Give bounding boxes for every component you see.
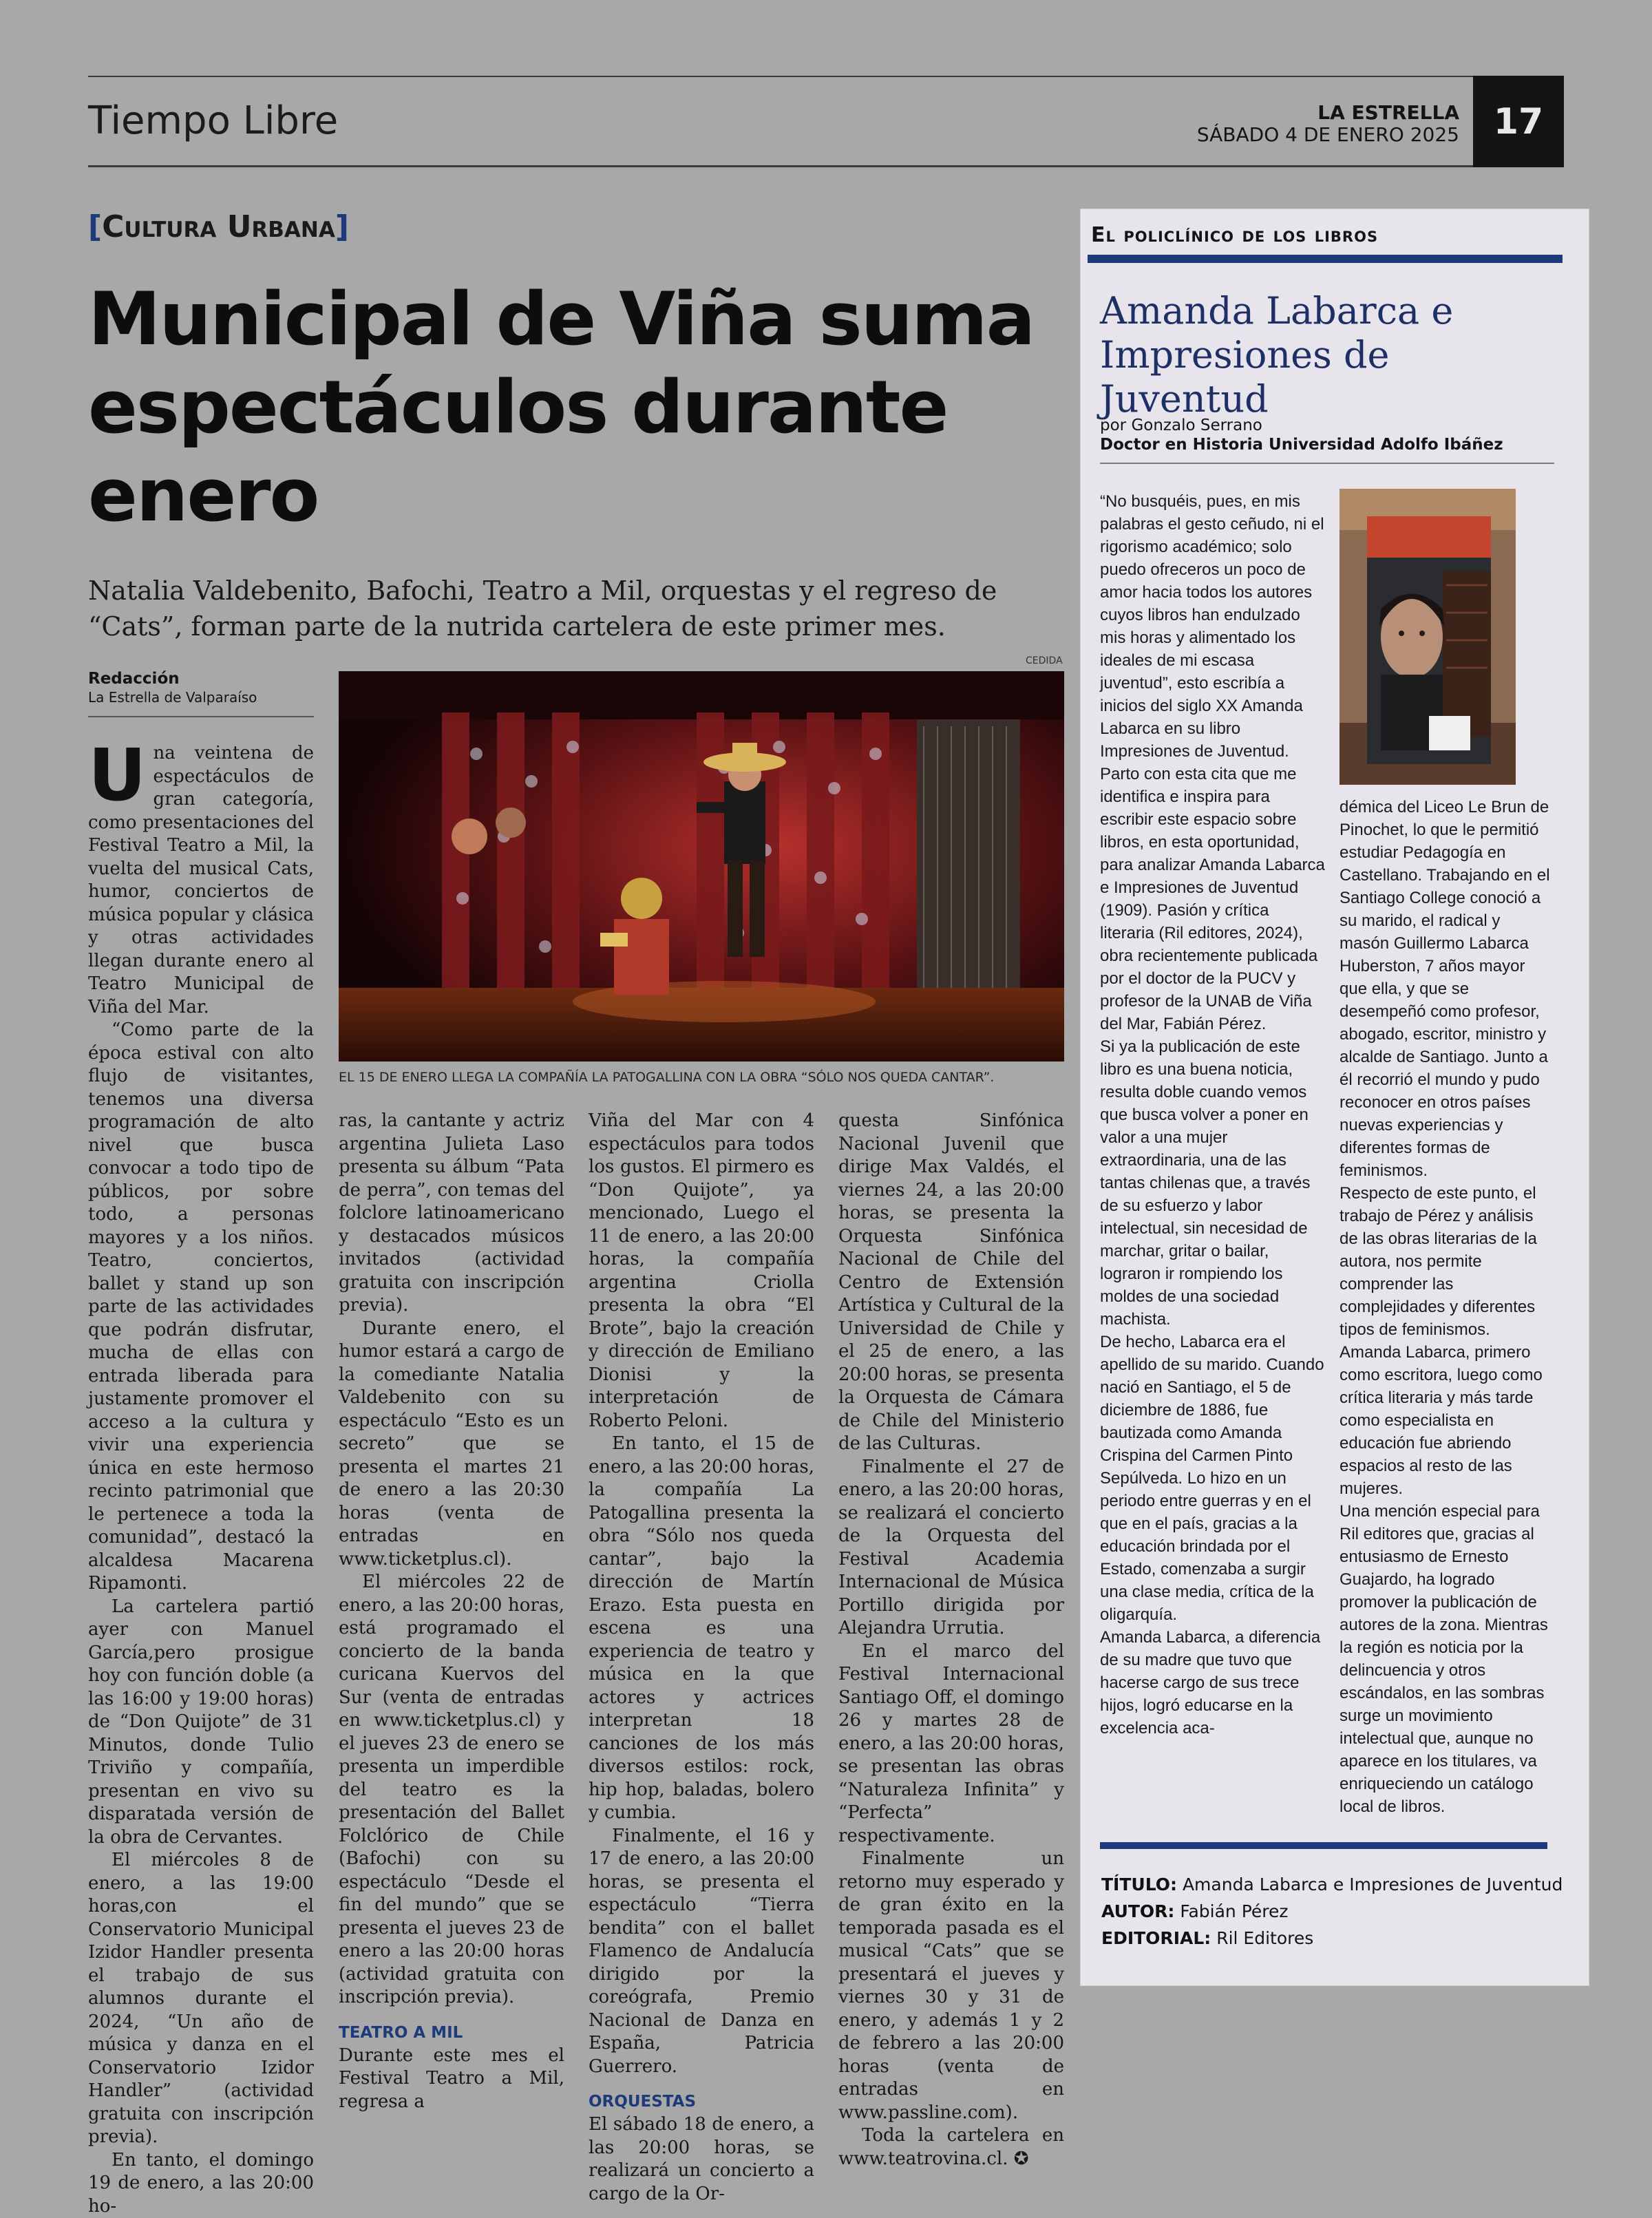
sidebar-paragraph: démica del Liceo Le Brun de Pinochet, lo que le permitió estudiar Pedagogía en Castellano. Trabajando en el Santiago College conoció a su marido, el radical y masón Guillermo Labarca Huberston, 7 años mayor que ella, y que se desempeñó como profesor, abogado, escritor, ministro y alcalde de Santiago. Junto a él recorrió el mundo y pudo reconocer en otros países nuevas experiencias y diferentes formas de feminismos.: [1339, 796, 1553, 1182]
article-kicker: [88, 207, 349, 248]
sidebar-section-label: El policlínico de los libros: [1091, 219, 1378, 252]
sidebar-paragraph: Amanda Labarca, a diferencia de su madre que tuvo que hacerse cargo de sus trece hijos, logró educarse en la excelencia aca-: [1100, 1626, 1327, 1740]
byline: [88, 669, 314, 706]
article-column-4: [838, 1110, 1064, 2171]
book-info-box: [1101, 1871, 1563, 1952]
sidebar-bottom-bar: [1100, 1842, 1547, 1849]
sidebar-paragraph: Una mención especial para Ril editores que, gracias al entusiasmo de Ernesto Guajardo, ha logrado promover la publicación de autores de la zona. Mientras la región es noticia por la delincuencia y otros escándalos, en las sombras surge un movimiento intelectual que, aunque no aparece en los titulares, va enriqueciendo un catálogo local de libros.: [1339, 1500, 1553, 1818]
sidebar-author: [1100, 416, 1540, 454]
subsection-heading-teatro: TEATRO A MIL: [339, 2022, 564, 2045]
photo-credit: CEDIDA: [1026, 655, 1063, 666]
article-paragraph: “Como parte de la época estival con alto flujo de visitantes, tenemos una diversa programación de alto nivel que busca convocar a todo tipo de públicos, por sobre todo, a personas mayores y a los niños. Teatro, conciertos, ballet y stand up son parte de las actividades que podrán disfrutar, mucha de ellas con entrada liberada para justamente promover el acceso a la cultura y vivir una experiencia única en este hermoso recinto patrimonial que le pertenece a toda la comunidad”, destacó la alcaldesa Macarena Ripamonti.: [88, 1019, 314, 1596]
paper-masthead: [1197, 102, 1459, 146]
byline-rule: [88, 716, 314, 717]
article-paragraph: La cartelera partió ayer con Manuel García,pero prosigue hoy con función doble (a las 16:00 y 19:00 horas) de “Don Quijote” de 31 Minutos, donde Tulio Triviño y compañía, presentan en vivo su disparatada versión de la obra de Cervantes.: [88, 1596, 314, 1850]
sidebar-column-1: [1100, 490, 1327, 1740]
article-paragraph: ras, la cantante y actriz argentina Julieta Laso presenta su álbum “Pata de perra”, con temas del folclore latinoamericano y destacados músicos invitados (actividad gratuita con inscripción previa).: [339, 1110, 564, 1318]
issue-date: SÁBADO 4 DE ENERO 2025: [1197, 124, 1459, 146]
article-paragraph: El miércoles 8 de enero, a las 19:00 horas,con el Conservatorio Municipal Izidor Handler presenta el trabajo de sus alumnos durante el 2024, “Un año de música y danza en el Conservatorio Izidor Handler” (actividad gratuita con inscripción previa).: [88, 1849, 314, 2149]
sidebar-paragraph: Si ya la publicación de este libro es una buena noticia, resulta doble cuando vemos que busca volver a poner en valor a una mujer extraordinaria, una de las tantas chilenas que, a través de su esfuerzo y labor intelectual, sin necesidad de marchar, gritar o bailar, lograron ir rompiendo los moldes de una sociedad machista.: [1100, 1035, 1327, 1331]
header-bottom-rule: [88, 165, 1473, 167]
header-top-rule: [88, 76, 1564, 77]
book-info-title-value: Amanda Labarca e Impresiones de Juventud: [1183, 1874, 1563, 1894]
article-paragraph: Finalmente el 27 de enero, a las 20:00 horas, se realizará el concierto de la Orquesta del Festival Academia Internacional de Música Portillo dirigida por Alejandra Urrutia.: [838, 1456, 1064, 1640]
kicker-bracket-close: ]: [335, 209, 349, 244]
article-column-3: [589, 1110, 814, 2206]
article-paragraph: Durante enero, el humor estará a cargo de la comediante Natalia Valdebenito con su espectáculo “Esto es un secreto” que se presenta el martes 21 de enero a las 20:30 horas (venta de entradas en www.ticketplus.cl).: [339, 1318, 564, 1572]
book-info-title-key: TÍTULO:: [1101, 1874, 1177, 1894]
sidebar-paragraph: Respecto de este punto, el trabajo de Pérez y análisis de las obras literarias de la autora, nos permite comprender las complejidades y diferentes tipos de feminismos. Amanda Labarca, primero como escritora, luego como crítica literaria y más tarde como especialista en educación fue abriendo espacios al resto de las mujeres.: [1339, 1182, 1553, 1500]
article-column-2: [339, 1110, 564, 2113]
sidebar-top-bar: [1088, 255, 1563, 263]
article-paragraph: Finalmente un retorno muy esperado y de gran éxito en la temporada pasada es el musical “Cats” que se presentará el jueves y viernes 30 y 31 de enero, y además 1 y 2 de febrero a las 20:00 horas (venta de entradas en www.passline.com).: [838, 1848, 1064, 2124]
sidebar-paragraph: Parto con esta cita que me identifica e inspira para escribir este espacio sobre libros, en esta oportunidad, para analizar Amanda Labarca e Impresiones de Juventud (1909). Pasión y crítica literaria (Ril editores, 2024), obra recientemente publicada por el doctor de la PUCV y profesor de la UNAB de Viña del Mar, Fabián Pérez.: [1100, 763, 1327, 1035]
article-paragraph: El miércoles 22 de enero, a las 20:00 horas, está programado el concierto de la banda curicana Kuervos del Sur (venta de entradas en www.ticketplus.cl) y el jueves 23 de enero se presenta un imperdible del teatro es la presentación del Ballet Folclórico de Chile (Bafochi) con su espectáculo “Desde el fin del mundo” que se presenta el jueves 23 de enero a las 20:00 horas (actividad gratuita con inscripción previa).: [339, 1571, 564, 2009]
sidebar-author-credentials: Doctor en Historia Universidad Adolfo Ibáñez: [1100, 435, 1540, 454]
stage-photo: [339, 671, 1064, 1062]
sidebar-paragraph: “No busquéis, pues, en mis palabras el gesto ceñudo, ni el rigorismo académico; solo puedo ofreceros un poco de amor hacia todos los autores cuyos libros han endulzado mis horas y alimentado los ideales de mi escasa juventud”, esto escribía a inicios del siglo XX Amanda Labarca en su libro Impresiones de Juventud.: [1100, 490, 1327, 763]
book-cover-image: [1339, 489, 1516, 785]
book-info-author-value: Fabián Pérez: [1180, 1901, 1288, 1921]
article-headline: Municipal de Viña suma espectáculos durante enero: [88, 275, 1086, 540]
sidebar-column-2: [1339, 796, 1553, 1818]
article-paragraph: questa Sinfónica Nacional Juvenil que dirige Max Valdés, el viernes 24, a las 20:00 horas, se presenta la Orquesta Sinfónica Nacional de Chile del Centro de Extensión Artística y Cultural de la Universidad de Chile y el 25 de enero, a las 20:00 horas, se presenta la Orquesta de Cámara de Chile del Ministerio de las Culturas.: [838, 1110, 1064, 1456]
article-paragraph: El sábado 18 de enero, a las 20:00 horas, se realizará un concierto a cargo de la Or-: [589, 2113, 814, 2206]
section-name: Tiempo Libre: [88, 96, 338, 146]
kicker-bracket-open: [: [88, 209, 102, 244]
book-info-publisher-value: Ril Editores: [1216, 1928, 1313, 1948]
stage-photo-image: [339, 671, 1064, 1062]
article-paragraph: Viña del Mar con 4 espectáculos para todos los gustos. El pirmero es “Don Quijote”, ya mencionado, Luego el 11 de enero, a las 20:00 horas, la compañía argentina Criolla presenta la obra “El Brote”, bajo la creación y dirección de Emiliano Dionisi y la interpretación de Roberto Peloni.: [589, 1110, 814, 1433]
kicker-text: Cultura Urbana: [102, 209, 335, 244]
article-subhead: Natalia Valdebenito, Bafochi, Teatro a Mil, orquestas y el regreso de “Cats”, forman parte de la nutrida cartelera de este primer mes.: [88, 573, 1086, 644]
article-paragraph: Durante este mes el Festival Teatro a Mil, regresa a: [339, 2045, 564, 2114]
page-number: 17: [1473, 76, 1564, 167]
article-paragraph: na veintena de espectáculos de gran categoría, como presentaciones del Festival Teatro a Mil, la vuelta del musical Cats, humor, conciertos de música popular y clásica y otras actividades llegan durante enero al Teatro Municipal de Viña del Mar.: [88, 742, 314, 1019]
book-info-author-key: AUTOR:: [1101, 1901, 1174, 1921]
sidebar-paragraph: De hecho, Labarca era el apellido de su marido. Cuando nació en Santiago, el 5 de diciembre de 1886, fue bautizada como Amanda Crispina del Carmen Pinto Sepúlveda. Lo hizo en un periodo entre guerras y en el que en el país, gracias a la educación brindada por el Estado, comenzaba a surgir una clase media, crítica de la oligarquía.: [1100, 1331, 1327, 1626]
book-info-publisher-key: EDITORIAL:: [1101, 1928, 1211, 1948]
sidebar-title: Amanda Labarca e Impresiones de Juventud: [1100, 289, 1568, 421]
article-paragraph: Finalmente, el 16 y 17 de enero, a las 20:00 horas, se presenta el espectáculo “Tierra bendita” con el ballet Flamenco de Andalucía dirigido por la coreógrafa, Premio Nacional de Danza en España, Patricia Guerrero.: [589, 1825, 814, 2079]
subsection-heading-orquestas: ORQUESTAS: [589, 2091, 814, 2113]
byline-author: Redacción: [88, 669, 314, 688]
article-paragraph: Toda la cartelera en www.teatrovina.cl. ✪: [838, 2124, 1064, 2171]
article-column-1: [88, 742, 314, 2218]
article-paragraph: En tanto, el 15 de enero, a las 20:00 horas, la compañía La Patogallina presenta la obra “Sólo nos queda cantar”, bajo la dirección de Martín Erazo. Esta puesta en escena es una experiencia de teatro y música en la que actores y actrices interpretan 18 canciones de los más diversos estilos: rock, hip hop, baladas, bolero y cumbia.: [589, 1433, 814, 1825]
article-paragraph: En tanto, el domingo 19 de enero, a las 20:00 ho-: [88, 2149, 314, 2218]
sidebar-author-name: por Gonzalo Serrano: [1100, 416, 1540, 435]
book-info-title-row: [1101, 1871, 1563, 1898]
paper-name: LA ESTRELLA: [1197, 102, 1459, 124]
article-paragraph: En el marco del Festival Internacional Santiago Off, el domingo 26 y martes 28 de enero, a las 20:00 horas, se presentan las obras “Naturaleza Infinita” y “Perfecta” respectivamente.: [838, 1640, 1064, 1848]
book-info-publisher-row: [1101, 1925, 1563, 1952]
drop-cap: U: [88, 745, 146, 805]
photo-caption: EL 15 DE ENERO LLEGA LA COMPAÑÍA LA PATOGALLINA CON LA OBRA “SÓLO NOS QUEDA CANTAR”.: [339, 1068, 1064, 1086]
sidebar-author-rule: [1100, 463, 1554, 464]
book-info-author-row: [1101, 1898, 1563, 1925]
byline-outlet: La Estrella de Valparaíso: [88, 688, 314, 706]
book-cover-photo: [1339, 489, 1516, 785]
